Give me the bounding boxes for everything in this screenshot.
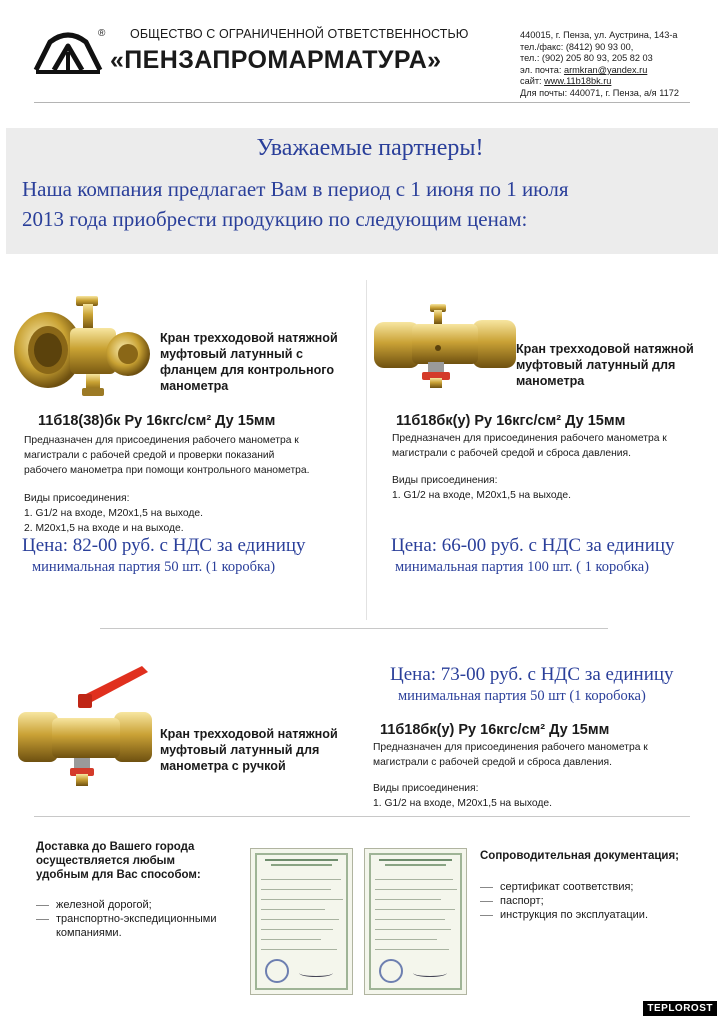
product-description: Предназначен для присоединения рабочего манометра к магистрали с рабочей средой и сброса давления. Виды присоединения: 1. G1/2 на входе, М20х1,5 на выходе. — [392, 433, 667, 501]
product-title: Кран трехходовой натяжной муфтовый латунный для манометра — [516, 342, 694, 388]
contact-post: Для почты: 440071, г. Пенза, а/я 1172 — [520, 87, 679, 98]
list-item: железной дорогой; — [36, 898, 216, 912]
valve-handle-image — [18, 660, 154, 792]
product-code: 11б18(38)бк Ру 16кгс/см² Ду 15мм — [38, 413, 276, 429]
valve-flange-image — [10, 292, 155, 402]
registered-mark: ® — [98, 28, 106, 39]
minimum-order: минимальная партия 100 шт. ( 1 коробка) — [395, 559, 649, 575]
company-name: «ПЕНЗАПРОМАРМАТУРА» — [110, 46, 442, 74]
product-price: Цена: 66-00 руб. с НДС за единицу — [391, 535, 675, 556]
product-title: Кран трехходовой натяжной муфтовый латунный с фланцем для контрольного манометра — [160, 331, 338, 393]
contact-email-row: эл. почта: armkran@yandex.ru — [520, 64, 648, 75]
minimum-order: минимальная партия 50 шт. (1 коробка) — [32, 559, 276, 575]
minimum-order: минимальная партия 50 шт (1 коробока) — [398, 688, 646, 704]
valve-manometer-image — [372, 300, 520, 392]
connection-title: Виды присоединения: — [373, 783, 479, 794]
section-divider — [100, 628, 608, 629]
column-divider — [366, 280, 367, 620]
contact-tel: тел.: (902) 205 80 93, 205 82 03 — [520, 53, 653, 64]
greeting-heading: Уважаемые партнеры! — [256, 135, 484, 161]
contact-site-row: сайт: www.11b18bk.ru — [520, 76, 612, 87]
product-description: Предназначен для присоединения рабочего манометра к магистрали с рабочей средой и сброса давления. Виды присоединения: 1. G1/2 на входе, М20х1,5 на выходе. — [373, 742, 648, 809]
offer-text: Наша компания предлагает Вам в период с 1 июня по 1 июля 2013 года приобрести продукцию по следующим ценам: — [22, 177, 569, 231]
list-item: сертификат соответствия; — [480, 880, 648, 894]
email-link[interactable]: armkran@yandex.ru — [563, 64, 648, 75]
company-logo — [32, 30, 104, 80]
section-divider — [34, 816, 690, 817]
header-divider — [34, 102, 690, 103]
contact-tel-fax: тел./факс: (8412) 90 93 00, — [520, 41, 634, 52]
site-link[interactable]: www.11b18bk.ru — [544, 76, 612, 87]
org-type: ОБЩЕСТВО С ОГРАНИЧЕННОЙ ОТВЕТСТВЕННОСТЬЮ — [130, 27, 469, 41]
product-price: Цена: 82-00 руб. с НДС за единицу — [22, 535, 306, 556]
list-item: инструкция по эксплуатации. — [480, 908, 648, 922]
watermark: TEPLOROST — [643, 1001, 717, 1016]
contact-address: 440015, г. Пенза, ул. Аустрина, 143-а — [520, 30, 678, 40]
product-code: 11б18бк(у) Ру 16кгс/см² Ду 15мм — [380, 722, 610, 738]
product-code: 11б18бк(у) Ру 16кгс/см² Ду 15мм — [396, 413, 626, 429]
documents-list — [480, 880, 648, 922]
product-description: Предназначен для присоединения рабочего манометра к магистрали с рабочей средой и проверки показаний рабочего манометра при помощи контрольного манометра. Виды присоединения: 1. G1/2 на входе, М20х1,5 на выходе. 2. М20х1,5 на входе и на выходе. — [24, 435, 310, 534]
product-title: Кран трехходовой натяжной муфтовый латунный для манометра с ручкой — [160, 727, 338, 773]
documents-title: Сопроводительная документация; — [480, 850, 680, 862]
certificate-image — [364, 848, 467, 995]
list-item: транспортно-экспедиционными — [36, 912, 216, 926]
connection-title: Виды присоединения: — [24, 493, 130, 504]
list-item: компаниями. — [56, 927, 122, 939]
connection-title: Виды присоединения: — [392, 475, 498, 486]
product-price: Цена: 73-00 руб. с НДС за единицу — [390, 664, 674, 685]
delivery-list — [36, 898, 216, 940]
list-item: паспорт; — [480, 894, 648, 908]
delivery-title: Доставка до Вашего города осуществляется любым удобным для Вас способом: — [36, 841, 201, 881]
contacts-block — [520, 30, 679, 100]
certificate-image — [250, 848, 353, 995]
